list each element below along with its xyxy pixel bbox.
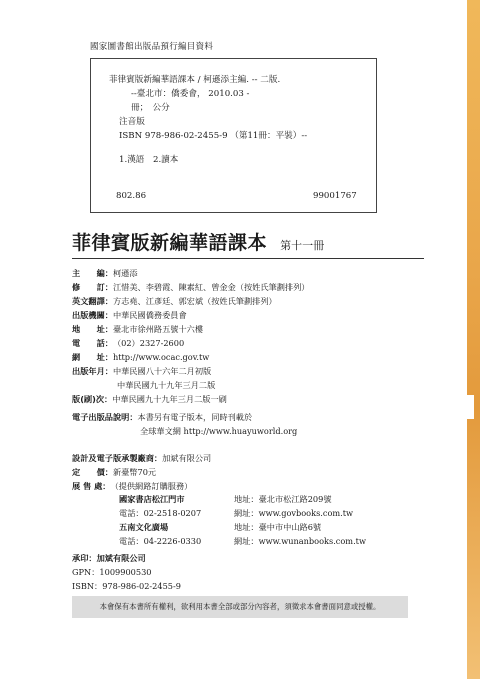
store-website: 網址：www.wunanbooks.com.tw <box>234 536 366 546</box>
credit-row <box>72 295 277 307</box>
cip-subjects: 1.漢語 2.讀本 <box>119 155 179 165</box>
store-phone: 電話：02-2518-0207 <box>119 508 202 518</box>
credit-value: （02）2327-2600 <box>112 338 185 348</box>
gpn-number: GPN：1009900530 <box>72 567 152 577</box>
credit-value: 中華民國九十九年三月二版 <box>117 380 216 390</box>
printer-row <box>72 552 146 564</box>
credit-label: 出版年月： <box>72 366 113 376</box>
store-phone: 電話：04-2226-0330 <box>119 536 202 546</box>
credit-value: 方志堯、江彥廷、郭宏斌（按姓氏筆劃排列） <box>112 296 277 306</box>
cip-edition-note: 注音版 <box>119 117 145 127</box>
credit-row <box>72 309 187 321</box>
credit-row <box>72 351 209 363</box>
cip-isbn-line: ISBN 978-986-02-2455-9 （第11冊：平裝）-- <box>119 131 308 141</box>
ebook-url-line: 全球華文網 http://www.huayuworld.org <box>140 426 298 436</box>
store-website: 網址：www.govbooks.com.tw <box>234 508 354 518</box>
credit-value: 臺北市徐州路五號十六樓 <box>112 324 204 334</box>
production-row <box>72 452 211 464</box>
credit-value: 中華民國八十六年二月初版 <box>112 366 212 376</box>
credit-row <box>72 281 309 293</box>
credit-value: 中華民國九十九年三月二版一刷 <box>112 394 227 404</box>
store-name: 國家書店松江門市 <box>119 494 185 504</box>
production-label: 定 價： <box>72 467 113 477</box>
book-volume: 第十一冊 <box>280 239 325 252</box>
cip-publisher-line: --臺北市：僑委會， 2010.03 - <box>131 89 250 99</box>
production-label: 設計及電子版承製廠商： <box>72 453 163 463</box>
printer-value: 加斌有限公司 <box>96 553 146 563</box>
credit-value: 柯遜添 <box>112 268 138 278</box>
rights-notice: 本會保有本書所有權利，欲利用本書全部或部分內容者，須徵求本會書面同意或授權。 <box>72 596 408 618</box>
cip-header: 國家圖書館出版品預行編目資料 <box>90 42 214 52</box>
cip-class-number: 802.86 <box>116 191 147 201</box>
credit-row <box>117 379 215 391</box>
production-value: 加斌有限公司 <box>162 453 212 463</box>
store-address: 地址：臺中市中山路6號 <box>234 522 322 532</box>
production-label: 展 售 處： <box>72 481 111 491</box>
ebook-note <box>72 411 252 423</box>
credit-row <box>72 337 184 349</box>
production-value: 新臺幣70元 <box>112 467 157 477</box>
credit-label: 地 址： <box>72 324 113 334</box>
credit-row <box>72 267 138 279</box>
credit-label: 電 話： <box>72 338 113 348</box>
book-title-main: 菲律賓版新編華語課本 <box>72 232 268 254</box>
credit-row <box>72 323 203 335</box>
page-edge-tab <box>467 0 480 679</box>
ebook-label: 電子出版品說明： <box>72 412 138 422</box>
credit-label: 出版機關： <box>72 310 113 320</box>
credit-value: 中華民國僑務委員會 <box>112 310 187 320</box>
credit-row <box>72 365 211 377</box>
production-value: （提供網路訂購服務） <box>110 481 193 491</box>
production-row <box>72 480 192 492</box>
book-title <box>72 228 324 255</box>
credit-label: 修 訂： <box>72 282 113 292</box>
production-row <box>72 466 156 478</box>
credit-value: http://www.ocac.gov.tw <box>112 352 210 362</box>
printer-label: 承印： <box>72 553 97 563</box>
title-divider <box>72 258 424 259</box>
cip-title-line: 菲律賓版新編華語課本 / 柯遜添主編. -- 二版. <box>109 75 281 85</box>
credit-label: 主 編： <box>72 268 113 278</box>
credit-row <box>72 393 227 405</box>
cip-volume-line: 冊； 公分 <box>131 103 170 113</box>
credit-label: 英文翻譯： <box>72 296 113 306</box>
cip-record-box <box>90 58 377 213</box>
credit-label: 網 址： <box>72 352 113 362</box>
credit-value: 江惜美、李碧霞、陳素紅、曾金金（按姓氏筆劃排列） <box>112 282 310 292</box>
store-address: 地址：臺北市松江路209號 <box>234 494 332 504</box>
store-name: 五南文化廣場 <box>119 522 169 532</box>
page-edge-notch <box>467 395 474 419</box>
credit-label: 版(刷)次： <box>72 394 113 404</box>
isbn-number: ISBN：978-986-02-2455-9 <box>72 581 181 591</box>
ebook-line-1: 本書另有電子版本，同時刊載於 <box>137 412 253 422</box>
cip-record-number: 99001767 <box>313 191 357 201</box>
